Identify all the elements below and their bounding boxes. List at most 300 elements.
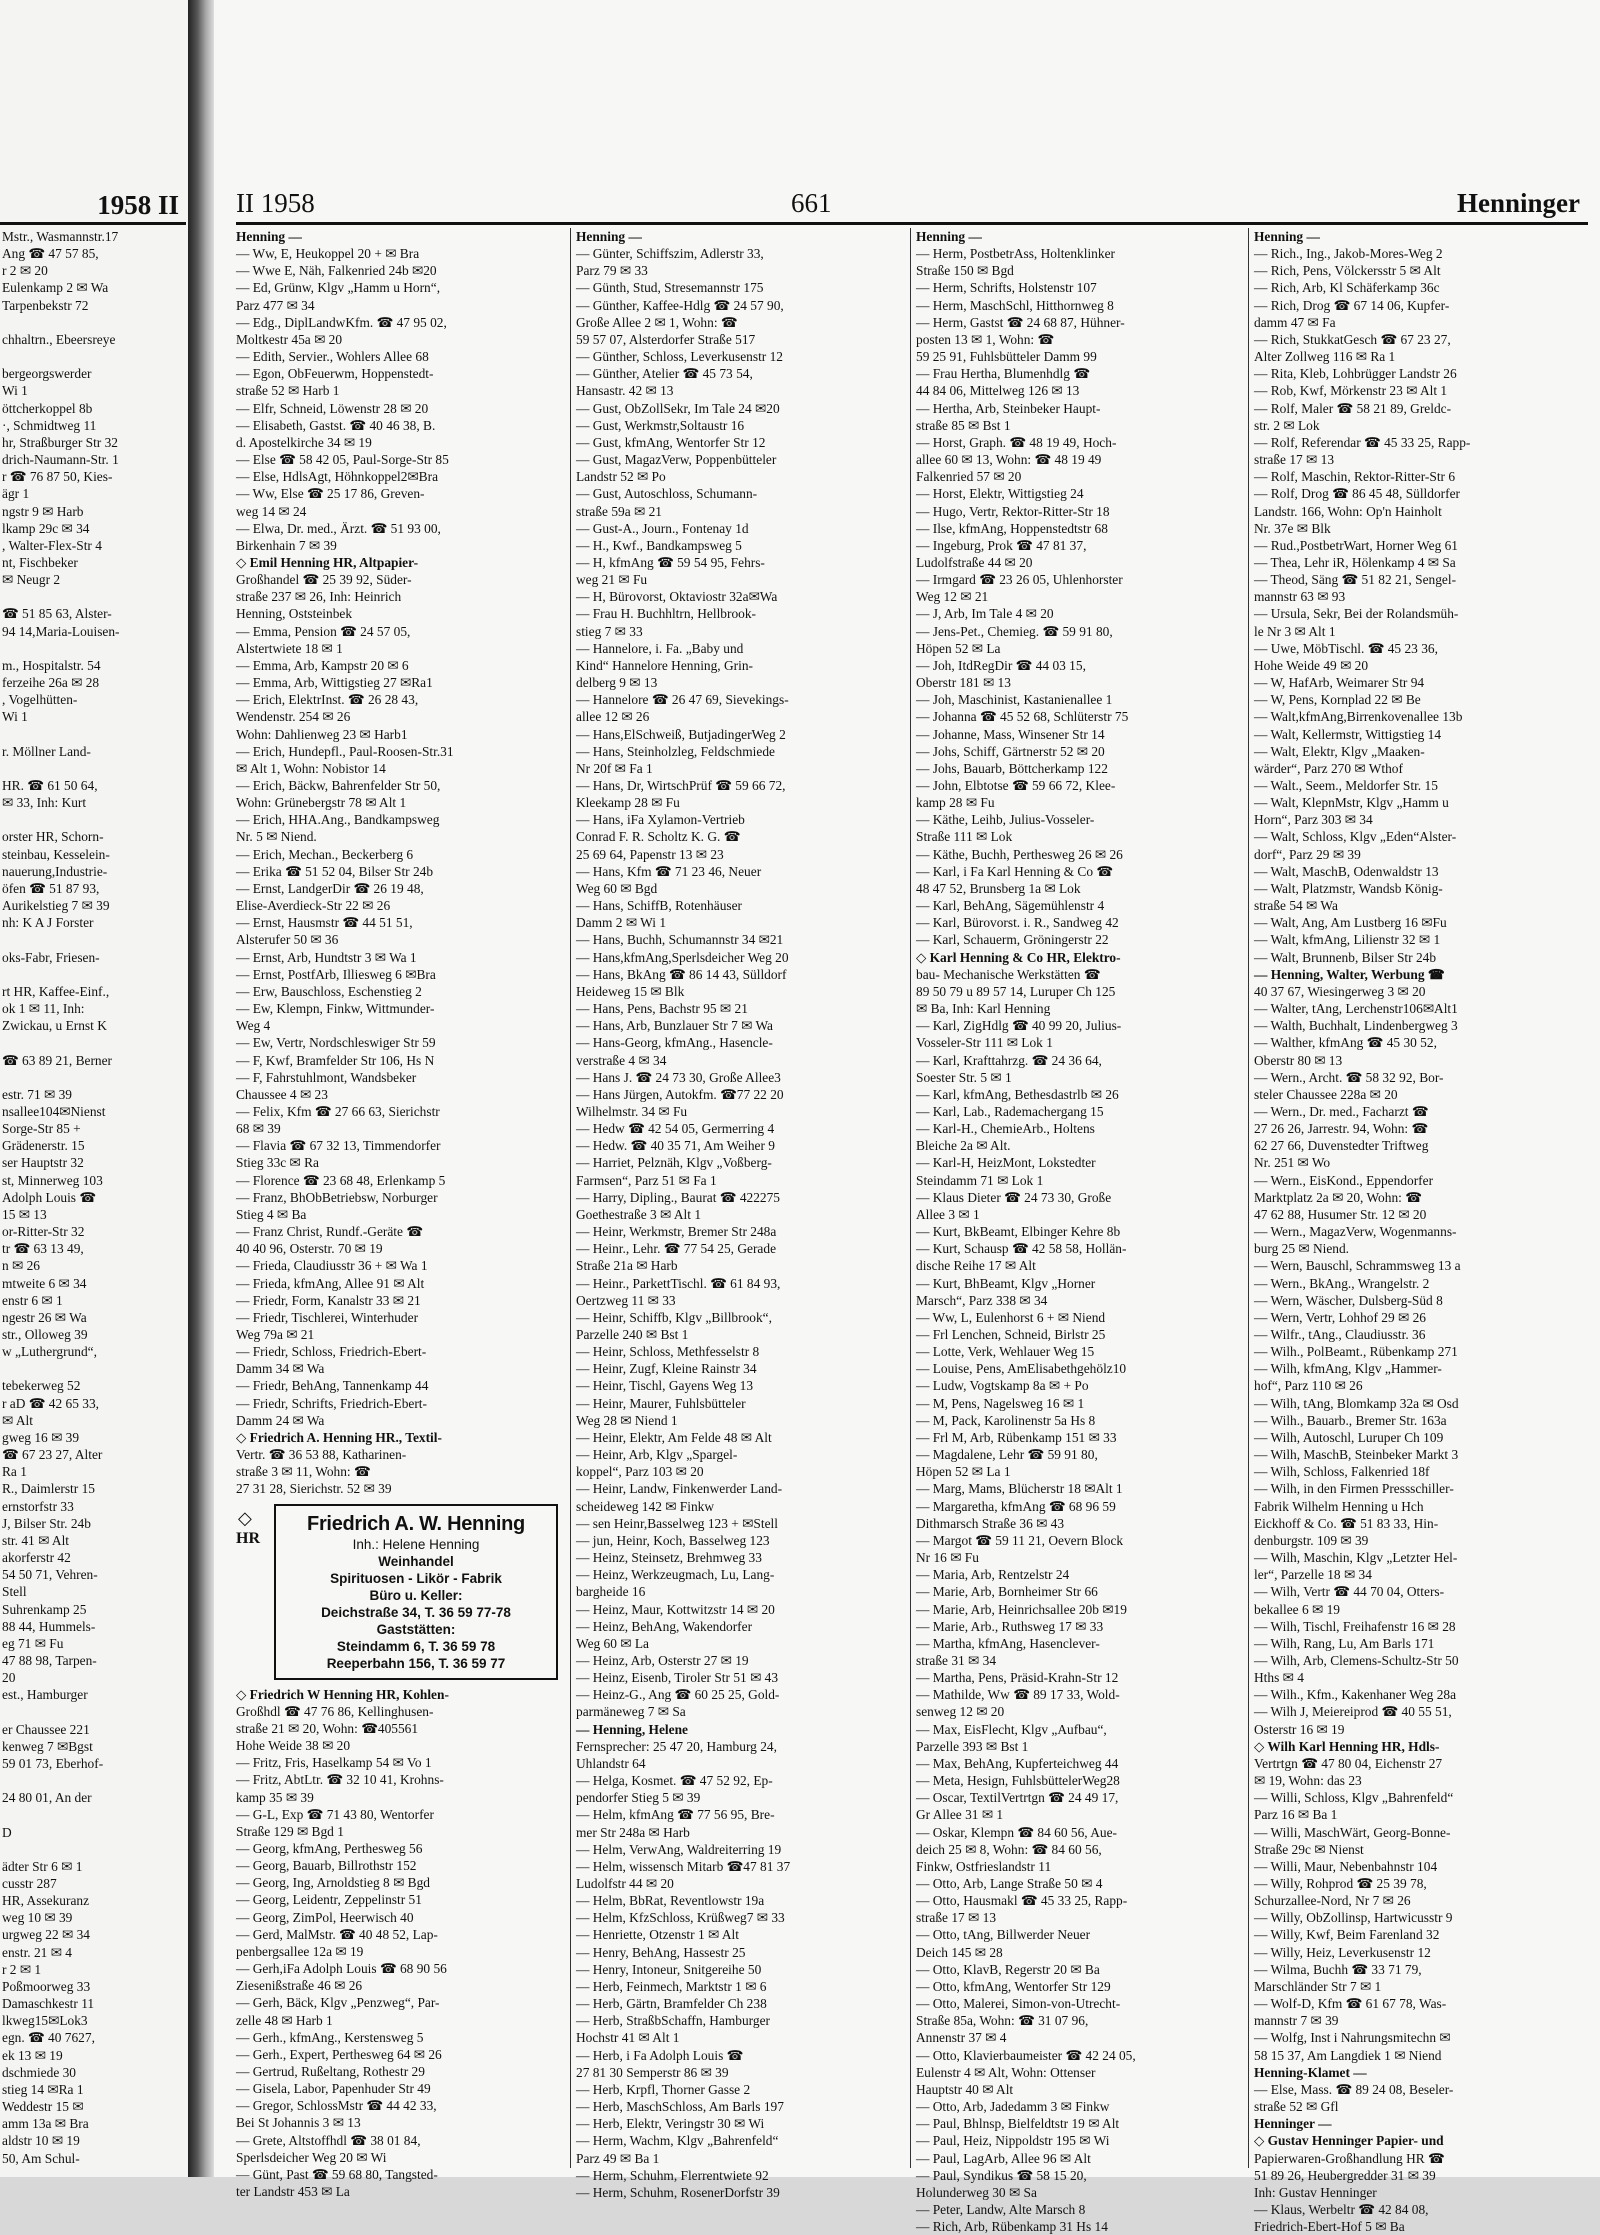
directory-entry-line: — Herb, Elektr, Veringstr 30 ✉ Wi (576, 2116, 765, 2132)
directory-entry-line: — Walt, Platzmstr, Wandsb König- (1254, 880, 1443, 896)
directory-entry-line: — Wilma, Buchh ☎ 33 71 79, (1254, 1961, 1422, 1977)
directory-entry-line: — Jens-Pet., Chemieg. ☎ 59 91 80, (916, 623, 1113, 639)
directory-entry-line: ler“, Parzelle 18 ✉ 34 (1254, 1567, 1372, 1583)
directory-entry-line: — Ww, Else ☎ 25 17 86, Greven- (236, 486, 425, 502)
directory-entry-line: Osterstr 16 ✉ 19 (1254, 1721, 1345, 1737)
directory-entry-line: Chaussee 4 ✉ 23 (236, 1086, 328, 1102)
directory-entry-line: — Wwe E, Näh, Falkenried 24b ✉20 (236, 263, 437, 279)
directory-entry-line: 62 27 66, Duvenstedter Triftweg (1254, 1138, 1429, 1154)
directory-entry-line: — Herm, Wachm, Klgv „Bahrenfeld“ (576, 2133, 779, 2149)
directory-column-4 (1254, 228, 1584, 2235)
directory-entry-line: — W, Pens, Kornplad 22 ✉ Be (1254, 692, 1421, 708)
directory-entry-line: — Hans, iFa Xylamon-Vertrieb (576, 812, 745, 828)
directory-entry-line: — Ew, Vertr, Nordschleswiger Str 59 (236, 1035, 436, 1051)
directory-entry-line: 89 50 79 u 89 57 14, Luruper Ch 125 (916, 983, 1116, 999)
directory-column-1 (236, 228, 566, 2200)
directory-entry-line: Henning — (916, 229, 982, 244)
directory-entry-line: — Rich, StukkatGesch ☎ 67 23 27, (1254, 331, 1451, 347)
directory-entry-line (2, 1772, 186, 1789)
directory-entry-line: rt HR, Kaffee-Einf., (2, 983, 110, 999)
directory-entry-line: — Magdalene, Lehr ☎ 59 91 80, (916, 1447, 1098, 1463)
directory-entry-line: — Margaretha, kfmAng ☎ 68 96 59 (916, 1498, 1116, 1514)
directory-entry-line: — Walt, MaschB, Odenwaldstr 13 (1254, 863, 1439, 879)
directory-entry-line (2, 1703, 186, 1720)
directory-entry-line: 24 80 01, An der (2, 1790, 92, 1806)
directory-entry-line: Parzelle 240 ✉ Bst 1 (576, 1327, 689, 1342)
directory-entry-line: penbergsallee 12a ✉ 19 (236, 1943, 364, 1959)
directory-entry-line: — Günth, Stud, Stresemannstr 175 (576, 280, 764, 296)
directory-entry-line: — Emma, Pension ☎ 24 57 05, (236, 623, 411, 639)
directory-entry-line: — Wilh, Tischl, Freihafenstr 16 ✉ 28 (1254, 1618, 1456, 1634)
directory-entry-line: straße 237 ✉ 26, Inh: Heinrich (236, 589, 402, 605)
directory-entry-line: Hauptstr 40 ✉ Alt (916, 2081, 1014, 2097)
directory-entry-line: — Erich, Hundepfl., Paul-Roosen-Str.31 (236, 743, 454, 759)
directory-entry-line: ◇ Karl Henning & Co HR, Elektro- (916, 949, 1121, 965)
directory-entry-line: straße 52 ✉ Gfl (1254, 2099, 1339, 2115)
directory-entry-line: — Karl, Lab., Rademachergang 15 (916, 1103, 1104, 1119)
directory-entry-line: — Wilh, Maschin, Klgv „Letzter Hel- (1254, 1550, 1458, 1566)
directory-entry-line: — Rita, Kleb, Lohbrügger Landstr 26 (1254, 366, 1457, 382)
directory-entry-line: Hansastr. 42 ✉ 13 (576, 383, 674, 399)
directory-entry-line: 27 81 30 Semperstr 86 ✉ 39 (576, 2064, 729, 2080)
directory-entry-line: — Friedr, Schrifts, Friedrich-Ebert- (236, 1395, 427, 1411)
directory-entry-line: — Oscar, TextilVertrtgn ☎ 24 49 17, (916, 1790, 1119, 1806)
directory-entry-line: — Hertha, Arb, Steinbeker Haupt- (916, 400, 1101, 416)
directory-entry-line: — Heinr, Tischl, Gayens Weg 13 (576, 1378, 754, 1394)
column-divider (570, 228, 571, 2168)
directory-entry-line: n ✉ 26 (2, 1258, 41, 1274)
directory-entry-line: — Walt, Elektr, Klgv „Maaken- (1254, 743, 1425, 759)
directory-entry-line: nauerung,Industrie- (2, 863, 108, 879)
directory-entry-line: zelle 48 ✉ Harb 1 (236, 2012, 333, 2028)
directory-entry-line: mannstr 63 ✉ 93 (1254, 589, 1346, 605)
directory-entry-line: — Elfr, Schneid, Löwenstr 28 ✉ 20 (236, 400, 429, 416)
directory-entry-line: estr. 71 ✉ 39 (2, 1086, 72, 1102)
directory-entry-line: — Hans Jürgen, Autokfm. ☎77 22 20 (576, 1086, 784, 1102)
directory-entry-line: Ludolfstr 44 ✉ 20 (576, 1876, 674, 1891)
hr-mark: HR (236, 1529, 260, 1547)
directory-entry-line: — Gust, Autoschloss, Schumann- (576, 486, 758, 502)
directory-entry-line: Vertrtgn ☎ 47 80 04, Eichenstr 27 (1254, 1755, 1443, 1771)
directory-entry-line: mannstr 7 ✉ 39 (1254, 2013, 1339, 2029)
directory-entry-line: — Rud.,PostbetrWart, Horner Weg 61 (1254, 537, 1459, 553)
directory-entry-line: — Erich, Mechan., Beckerberg 6 (236, 846, 414, 862)
directory-entry-line: — Herb, Krpfl, Thorner Gasse 2 (576, 2081, 751, 2097)
directory-entry-line: — Kurt, BhBeamt, Klgv „Horner (916, 1275, 1096, 1291)
directory-entry-line: Kleekamp 28 ✉ Fu (576, 795, 680, 811)
directory-entry-line: Soester Str. 5 ✉ 1 (916, 1069, 1012, 1085)
directory-entry-line: — Gust, Werkmstr,Soltaustr 16 (576, 417, 745, 433)
directory-entry-line: — Emma, Arb, Kampstr 20 ✉ 6 (236, 657, 409, 673)
directory-entry-line: — Karl, ZigHdlg ☎ 40 99 20, Julius- (916, 1018, 1122, 1034)
directory-entry-line: — Henry, Intoneur, Snitgereihe 50 (576, 1961, 762, 1977)
directory-entry-line: Fabrik Wilhelm Henning u Hch (1254, 1498, 1424, 1514)
directory-entry-line: — Heinr, Elektr, Am Felde 48 ✉ Alt (576, 1429, 772, 1445)
directory-entry-line: st, Minnerweg 103 (2, 1172, 103, 1188)
directory-entry-line: — Otto, Malerei, Simon-von-Utrecht- (916, 1996, 1121, 2012)
directory-entry-line (2, 314, 186, 331)
directory-entry-line: — Otto, Arb, Lange Straße 50 ✉ 4 (916, 1876, 1103, 1891)
directory-entry-line (2, 1360, 186, 1377)
directory-entry-line: — Herb, Gärtn, Bramfelder Ch 238 (576, 1996, 767, 2012)
directory-entry-line: — Rob, Kwf, Mörkenstr 23 ✉ Alt 1 (1254, 383, 1448, 399)
directory-entry-line (2, 640, 186, 657)
directory-entry-line: — F, Kwf, Bramfelder Str 106, Hs N (236, 1052, 435, 1068)
directory-entry-line: — Johs, Schiff, Gärtnerstr 52 ✉ 20 (916, 743, 1105, 759)
directory-entry-line: — Günther, Kaffee-Hdlg ☎ 24 57 90, (576, 297, 784, 313)
directory-entry-line: ek 13 ✉ 19 (2, 2047, 63, 2063)
directory-entry-line: Großhandel ☎ 25 39 92, Süder- (236, 572, 412, 588)
directory-entry-line (2, 588, 186, 605)
directory-entry-line: wärder“, Parz 270 ✉ Wthof (1254, 760, 1403, 776)
directory-entry-line: — Willy, Heiz, Leverkusenstr 12 (1254, 1944, 1431, 1960)
directory-entry-line: — Marg, Mams, Blücherstr 18 ✉Alt 1 (916, 1481, 1123, 1497)
directory-entry-line: — Hans, Dr, WirtschPrüf ☎ 59 66 72, (576, 778, 786, 793)
directory-entry-line (2, 760, 186, 777)
directory-entry-line: Damm 34 ✉ Wa (236, 1361, 325, 1377)
directory-entry-line: gweg 16 ✉ 39 (2, 1429, 80, 1445)
directory-entry-line: damm 47 ✉ Fa (1254, 314, 1336, 330)
directory-entry-line: — Johanne, Mass, Winsener Str 14 (916, 726, 1105, 742)
directory-entry-line: — Frau Hertha, Blumenhdlg ☎ (916, 366, 1090, 382)
directory-entry-line: — Otto, tAng, Billwerder Neuer (916, 1927, 1091, 1943)
directory-entry-line: nh: K A J Forster (2, 915, 94, 931)
directory-entry-line: Hochstr 41 ✉ Alt 1 (576, 2030, 680, 2046)
directory-entry-line: nt, Fischbeker (2, 554, 78, 570)
directory-entry-line: posten 13 ✉ 1, Wohn: ☎ (916, 331, 1055, 347)
directory-entry-line: — F, Fahrstuhlmont, Wandsbeker (236, 1069, 417, 1085)
directory-entry-line: — G-L, Exp ☎ 71 43 80, Wentorfer (236, 1806, 434, 1822)
directory-entry-line: — Ernst, Arb, Hundtstr 3 ✉ Wa 1 (236, 949, 417, 965)
directory-entry-line: pendorfer Stieg 5 ✉ 39 (576, 1790, 701, 1806)
directory-entry-line: — Wilh, Arb, Clemens-Schultz-Str 50 (1254, 1652, 1459, 1668)
directory-entry-line: Falkenried 57 ✉ 20 (916, 469, 1022, 485)
directory-entry-line: — Georg, kfmAng, Perthesweg 56 (236, 1840, 423, 1856)
directory-entry-line: — Emma, Arb, Wittigstieg 27 ✉Ra1 (236, 675, 433, 691)
directory-entry-line: hof“, Parz 110 ✉ 26 (1254, 1378, 1363, 1394)
directory-entry-line: le Nr 3 ✉ Alt 1 (1254, 623, 1336, 639)
directory-entry-line: Parz 477 ✉ 34 (236, 297, 315, 313)
directory-entry-line: — Gust, kfmAng, Wentorfer Str 12 (576, 434, 766, 450)
directory-entry-line: — Willy, Kwf, Beim Farenland 32 (1254, 1927, 1440, 1943)
directory-entry-line (2, 1806, 186, 1823)
directory-entry-line: d. Apostelkirche 34 ✉ 19 (236, 434, 372, 450)
directory-entry-line: — Lotte, Verk, Wehlauer Weg 15 (916, 1344, 1095, 1360)
directory-entry-line: 54 50 71, Vehren- (2, 1567, 98, 1583)
directory-entry-line: Steindamm 71 ✉ Lok 1 (916, 1172, 1044, 1188)
directory-entry-line (2, 1034, 186, 1051)
directory-entry-line: — Walther, kfmAng ☎ 45 30 52, (1254, 1035, 1437, 1051)
directory-entry-line: Henninger — (1254, 2116, 1332, 2132)
directory-entry-line: — Rich, Pens, Völckersstr 5 ✉ Alt (1254, 263, 1441, 279)
directory-entry-line: — Karl, Krafttahrzg. ☎ 24 36 64, (916, 1052, 1102, 1068)
directory-entry-line: — Gerd, MalMstr. ☎ 40 48 52, Lap- (236, 1926, 438, 1942)
directory-entry-line: ✉ Ba, Inh: Karl Henning (916, 1001, 1051, 1017)
diamond-icon: ◇ (238, 1507, 252, 1528)
directory-entry-line: — Walth, Buchhalt, Lindenbergweg 3 (1254, 1018, 1458, 1034)
directory-entry-line: — Herm, MaschSchl, Hitthornweg 8 (916, 297, 1114, 313)
directory-entry-line (2, 931, 186, 948)
directory-entry-line: — Hans J. ☎ 24 73 30, Große Allee3 (576, 1069, 781, 1085)
directory-entry-line: — Wern, Bauschl, Schrammsweg 13 a (1254, 1258, 1461, 1274)
directory-entry-line: Hohe Weide 38 ✉ 20 (236, 1738, 351, 1754)
directory-entry-line: Wi 1 (2, 709, 28, 725)
directory-entry-line: Allee 3 ✉ 1 (916, 1206, 980, 1222)
directory-entry-line: HR, Assekuranz (2, 1893, 90, 1909)
directory-entry-line: — Wern, Wäscher, Dulsberg-Süd 8 (1254, 1292, 1443, 1308)
directory-entry-line: — Wilh, MaschB, Steinbeker Markt 3 (1254, 1447, 1459, 1463)
directory-entry-line: — Ernst, LandgerDir ☎ 26 19 48, (236, 880, 424, 896)
directory-entry-line: — Hannelore ☎ 26 47 69, Sievekings- (576, 692, 789, 708)
directory-entry-line: — Günter, Schiffszim, Adlerstr 33, (576, 246, 764, 262)
directory-entry-line: — Friedr, Form, Kanalstr 33 ✉ 21 (236, 1292, 421, 1308)
directory-entry-line: — Heinr., Lehr. ☎ 77 54 25, Gerade (576, 1241, 777, 1257)
column-divider (1248, 228, 1249, 2168)
directory-entry-line: 47 62 88, Husumer Str. 12 ✉ 20 (1254, 1206, 1427, 1222)
directory-entry-line: r. Möllner Land- (2, 743, 91, 759)
directory-entry-line: egn. ☎ 40 7627, (2, 2030, 95, 2046)
advertisement-company-name: Friedrich A. W. Henning (307, 1512, 525, 1535)
directory-entry-line: Aurikelstieg 7 ✉ 39 (2, 898, 110, 914)
directory-entry-line: Weg 60 ✉ Bgd (576, 880, 658, 896)
directory-entry-line: Inh: Gustav Henninger (1254, 2184, 1377, 2200)
directory-entry-line: — Willi, Schloss, Klgv „Bahrenfeld“ (1254, 1790, 1454, 1806)
directory-entry-line: Horn“, Parz 303 ✉ 34 (1254, 812, 1373, 828)
directory-entry-line: — Heinr, Schloss, Methfesselstr 8 (576, 1344, 760, 1360)
directory-entry-line: bergeorgswerder (2, 366, 92, 382)
directory-entry-line: — Meta, Hesign, FuhlsbüttelerWeg28 (916, 1773, 1120, 1789)
directory-entry-line: ägr 1 (2, 486, 30, 502)
directory-entry-line: — Heinz, Steinsetz, Brehmweg 33 (576, 1550, 762, 1566)
directory-entry-line: — Ludw, Vogtskamp 8a ✉ + Po (916, 1378, 1089, 1394)
directory-entry-line: tr ☎ 63 13 49, (2, 1241, 84, 1257)
directory-entry-line: — Frieda, Claudiusstr 36 + ✉ Wa 1 (236, 1258, 428, 1274)
directory-entry-line: — Wilh, Rang, Lu, Am Barls 171 (1254, 1635, 1435, 1651)
directory-entry-line: steler Chaussee 228a ✉ 20 (1254, 1086, 1398, 1102)
directory-entry-line: — Wilh., Bauarb., Bremer Str. 163a (1254, 1412, 1447, 1428)
directory-entry-line: Moltkestr 45a ✉ 20 (236, 331, 343, 347)
directory-entry-line: — Paul, LagArb, Allee 96 ✉ Alt (916, 2150, 1091, 2166)
directory-entry-line: — Georg, Leidentr, Zeppelinstr 51 (236, 1892, 422, 1908)
directory-entry-line: — Friedr, Schloss, Friedrich-Ebert- (236, 1344, 427, 1360)
directory-entry-line: — Paul, Syndikus ☎ 58 15 20, (916, 2167, 1087, 2183)
directory-entry-line: ädter Str 6 ✉ 1 (2, 1858, 83, 1874)
directory-entry-line: tebekerweg 52 (2, 1378, 81, 1394)
directory-entry-line: bau- Mechanische Werkstätten ☎ (916, 966, 1101, 982)
directory-entry-line: 59 57 07, Alsterdorfer Straße 517 (576, 331, 756, 347)
directory-entry-line: — Otto, Arb, Jadedamm 3 ✉ Finkw (916, 2099, 1110, 2115)
directory-entry-line: Farmsen“, Parz 51 ✉ Fa 1 (576, 1172, 717, 1188)
directory-entry-line: — Wilfr., tAng., Claudiusstr. 36 (1254, 1327, 1426, 1342)
directory-entry-line: — Hans,ElSchweiß, ButjadingerWeg 2 (576, 726, 786, 742)
directory-entry-line: str. 2 ✉ Lok (1254, 417, 1320, 433)
directory-entry-line: — Hedw. ☎ 40 35 71, Am Weiher 9 (576, 1138, 775, 1154)
directory-entry-line: ok 1 ✉ 11, Inh: (2, 1001, 85, 1017)
directory-entry-line: allee 12 ✉ 26 (576, 709, 650, 725)
directory-entry-line: Straße 29c ✉ Nienst (1254, 1841, 1364, 1857)
directory-entry-line: — Erich, ElektrInst. ☎ 26 28 43, (236, 692, 419, 708)
directory-entry-line: — W, HafArb, Weimarer Str 94 (1254, 675, 1425, 691)
directory-entry-line: — Wilh, Schloss, Falkenried 18f (1254, 1464, 1430, 1480)
directory-entry-line: — Otto, kfmAng, Wentorfer Str 129 (916, 1978, 1111, 1994)
directory-entry-line: — Henry, BehAng, Hassestr 25 (576, 1944, 746, 1960)
directory-entry-line: Marktplatz 2a ✉ 20, Wohn: ☎ (1254, 1189, 1422, 1205)
directory-entry-line: — Irmgard ☎ 23 26 05, Uhlenhorster (916, 572, 1123, 588)
directory-entry-line: Weg 79a ✉ 21 (236, 1327, 315, 1342)
directory-entry-line: — Hans, Kfm ☎ 71 23 46, Neuer (576, 863, 762, 879)
directory-entry-line: Weg 12 ✉ 21 (916, 589, 989, 605)
directory-entry-line: — Franz Christ, Rundf.-Geräte ☎ (236, 1224, 423, 1240)
directory-entry-line: — Willi, Maur, Nebenbahnstr 104 (1254, 1858, 1438, 1874)
directory-entry-line: Straße 111 ✉ Lok (916, 829, 1013, 845)
directory-entry-line: — Hans, SchiffB, Rotenhäuser (576, 898, 742, 914)
directory-entry-line: burg 25 ✉ Niend. (1254, 1241, 1350, 1257)
directory-entry-line: 68 ✉ 39 (236, 1121, 281, 1137)
advertisement (236, 1504, 566, 1680)
directory-entry-line: — Marie, Arb, Heinrichsallee 20b ✉19 (916, 1601, 1127, 1617)
directory-entry-line: Tarpenbekstr 72 (2, 297, 89, 313)
left-page-rule (0, 222, 186, 225)
directory-entry-line: 58 15 37, Am Langdiek 1 ✉ Niend (1254, 2047, 1442, 2063)
directory-entry-line: Höpen 52 ✉ La 1 (916, 1464, 1011, 1480)
directory-entry-line: — Rich, Drog ☎ 67 14 06, Kupfer- (1254, 297, 1450, 313)
advertisement-line: Reeperbahn 156, T. 36 59 77 (326, 1655, 506, 1671)
directory-entry-line: 50, Am Schul- (2, 2150, 80, 2166)
directory-entry-line: 94 14,Maria-Louisen- (2, 623, 120, 639)
directory-entry-line: Bleiche 2a ✉ Alt. (916, 1138, 1011, 1154)
directory-entry-line: — Ilse, kfmAng, Hoppenstedtstr 68 (916, 520, 1108, 536)
directory-entry-line: — H, kfmAng ☎ 59 54 95, Fehrs- (576, 554, 765, 570)
directory-entry-line: stieg 7 ✉ 33 (576, 623, 643, 639)
directory-entry-line: — Heinz, Maur, Kottwitzstr 14 ✉ 20 (576, 1601, 775, 1617)
advertisement-line: Büro u. Keller: (369, 1587, 463, 1603)
directory-entry-line: Birkenhain 7 ✉ 39 (236, 537, 337, 553)
directory-entry-line: — H., Kwf., Bandkampsweg 5 (576, 537, 742, 553)
directory-entry-line: — Erw, Bauschloss, Eschenstieg 2 (236, 983, 422, 999)
directory-entry-line: Weg 28 ✉ Niend 1 (576, 1412, 678, 1428)
directory-entry-line: — Heinr., ParkettTischl. ☎ 61 84 93, (576, 1275, 781, 1291)
directory-entry-line (2, 1841, 186, 1858)
directory-entry-line: 44 84 06, Mittelweg 126 ✉ 13 (916, 383, 1080, 399)
directory-entry-line: — Heinr, Arb, Klgv „Spargel- (576, 1447, 738, 1463)
directory-entry-line: — Ernst, Hausmstr ☎ 44 51 51, (236, 915, 413, 931)
directory-entry-line: — Edith, Servier., Wohlers Allee 68 (236, 349, 429, 365)
directory-entry-line: — Wilh, kfmAng, Klgv „Hammer- (1254, 1361, 1442, 1377)
directory-entry-line: r 2 ✉ 20 (2, 263, 48, 279)
directory-entry-line: , Walter-Flex-Str 4 (2, 537, 102, 553)
directory-entry-line: — Willy, Rohprod ☎ 25 39 78, (1254, 1876, 1427, 1891)
directory-entry-line: amm 13a ✉ Bra (2, 2116, 89, 2132)
directory-entry-line: Landstr 52 ✉ Po (576, 469, 666, 485)
directory-entry-line: Nr 16 ✉ Fu (916, 1550, 979, 1566)
directory-entry-line: — Henning, Walter, Werbung ☎ (1254, 966, 1445, 982)
directory-entry-line: — Herm, Schrifts, Holstenstr 107 (916, 280, 1097, 296)
directory-entry-line: orster HR, Schorn- (2, 829, 104, 845)
directory-entry-line: Henning — (236, 229, 302, 244)
directory-entry-line: ngstr 9 ✉ Harb (2, 503, 84, 519)
directory-entry-line: — Max, BehAng, Kupferteichweg 44 (916, 1755, 1119, 1771)
directory-entry-line: — Heinr, Werkmstr, Bremer Str 248a (576, 1224, 777, 1240)
directory-entry-line: nsallee104✉Nienst (2, 1103, 106, 1119)
directory-entry-line: — Helga, Kosmet. ☎ 47 52 92, Ep- (576, 1773, 773, 1789)
directory-entry-line: — Heinr, Maurer, Fuhlsbütteler (576, 1395, 746, 1411)
directory-entry-line: ◇ Emil Henning HR, Altpapier- (236, 554, 419, 570)
directory-entry-line: Henning — (576, 229, 642, 244)
directory-entry-line: — Maria, Arb, Rentzelstr 24 (916, 1567, 1070, 1583)
directory-entry-line: scheideweg 142 ✉ Finkw (576, 1498, 715, 1514)
directory-entry-line: Deich 145 ✉ 28 (916, 1944, 1003, 1960)
directory-entry-line: — J, Arb, Im Tale 4 ✉ 20 (916, 606, 1054, 622)
directory-entry-line: — Ursula, Sekr, Bei der Rolandsmüh- (1254, 606, 1459, 622)
directory-entry-line: Goethestraße 3 ✉ Alt 1 (576, 1206, 702, 1222)
directory-entry-line: — Wilh., PolBeamt., Rübenkamp 271 (1254, 1344, 1458, 1360)
directory-entry-line: cusstr 287 (2, 1876, 57, 1891)
directory-entry-line: — Georg, ZimPol, Heerwisch 40 (236, 1909, 414, 1925)
directory-entry-line: 51 89 26, Heubergredder 31 ✉ 39 (1254, 2167, 1436, 2183)
directory-entry-line: 20 (2, 1670, 16, 1686)
directory-entry-line: — Fritz, AbtLtr. ☎ 32 10 41, Krohns- (236, 1772, 444, 1788)
directory-entry-line: 40 37 67, Wiesingerweg 3 ✉ 20 (1254, 983, 1426, 999)
directory-entry-line: Wilhelmstr. 34 ✉ Fu (576, 1103, 688, 1119)
directory-entry-line: weg 21 ✉ Fu (576, 572, 648, 588)
directory-entry-line: ·, Schmidtweg 11 (2, 417, 97, 433)
directory-entry-line: Marsch“, Parz 338 ✉ 34 (916, 1292, 1048, 1308)
directory-entry-line: aldstr 10 ✉ 19 (2, 2133, 80, 2149)
directory-entry-line: — Helm, VerwAng, Waldreiterring 19 (576, 1841, 782, 1857)
directory-entry-line: — Egon, ObFeuerwm, Hoppenstedt- (236, 366, 434, 382)
directory-entry-line: — Gertrud, Rußeltang, Rothestr 29 (236, 2064, 425, 2079)
directory-entry-line: Hohe Weide 49 ✉ 20 (1254, 657, 1369, 673)
directory-entry-line: — Friedr, BehAng, Tannenkamp 44 (236, 1378, 429, 1394)
directory-entry-line: — M, Pack, Karolinenstr 5a Hs 8 (916, 1412, 1096, 1428)
directory-entry-line: — Klaus, Werbeltr ☎ 42 84 08, (1254, 2201, 1429, 2217)
directory-entry-line: — Louise, Pens, AmElisabethgehölz10 (916, 1361, 1127, 1377)
directory-entry-line: — Wolfg, Inst i Nahrungsmitechn ✉ (1254, 2030, 1451, 2046)
directory-entry-line: Straße 21a ✉ Harb (576, 1258, 678, 1274)
directory-entry-line: ✉ Alt (2, 1412, 33, 1428)
directory-entry-line: Weg 4 (236, 1018, 271, 1034)
directory-entry-line: koppel“, Parz 103 ✉ 20 (576, 1464, 704, 1480)
directory-entry-line: w „Luthergrund“, (2, 1344, 97, 1360)
directory-entry-line: — Kurt, BkBeamt, Elbinger Kehre 8b (916, 1224, 1121, 1240)
directory-entry-line: — Heinz-G., Ang ☎ 60 25 25, Gold- (576, 1687, 780, 1703)
directory-entry-line: lkamp 29c ✉ 34 (2, 520, 90, 536)
directory-entry-line: — Helm, kfmAng ☎ 77 56 95, Bre- (576, 1807, 775, 1823)
directory-entry-line: 48 47 52, Brunsberg 1a ✉ Lok (916, 880, 1081, 896)
directory-entry-line: Weddestr 15 ✉ (2, 2099, 84, 2115)
directory-entry-line: straße 59a ✉ 21 (576, 503, 662, 519)
directory-entry-line: 59 25 91, Fuhlsbütteler Damm 99 (916, 349, 1097, 365)
directory-column-2 (576, 228, 906, 2201)
directory-entry-line: Parz 49 ✉ Ba 1 (576, 2150, 660, 2166)
directory-entry-line: — Martha, kfmAng, Hasenclever- (916, 1635, 1100, 1651)
page-header (236, 188, 1588, 222)
directory-entry-line: — Wern., Dr. med., Facharzt ☎ (1254, 1103, 1429, 1119)
directory-entry-line: — Walt, Ang, Am Lustberg 16 ✉Fu (1254, 915, 1447, 931)
directory-entry-line: — Günt, Past ☎ 59 68 80, Tangsted- (236, 2166, 438, 2182)
advertisement-line: Steindamm 6, T. 36 59 78 (336, 1638, 496, 1654)
left-page (0, 0, 188, 2177)
directory-entry-line: Oberstr 80 ✉ 13 (1254, 1052, 1343, 1068)
advertisement-line: Spirituosen - Likör - Fabrik (330, 1570, 502, 1586)
directory-entry-line: — Wilh, in den Firmen Pressschiller- (1254, 1481, 1454, 1497)
directory-entry-line: straße 17 ✉ 13 (1254, 452, 1335, 468)
directory-entry-line: Nr. 5 ✉ Niend. (236, 829, 317, 845)
directory-entry-line: — Wilh J, Meiereiprod ☎ 40 55 51, (1254, 1704, 1452, 1720)
directory-entry-line: — Fritz, Fris, Haselkamp 54 ✉ Vo 1 (236, 1755, 432, 1771)
directory-entry-line: — Gust, ObZollSekr, Im Tale 24 ✉20 (576, 400, 780, 416)
directory-entry-line: — Max, EisFlecht, Klgv „Aufbau“, (916, 1721, 1107, 1737)
